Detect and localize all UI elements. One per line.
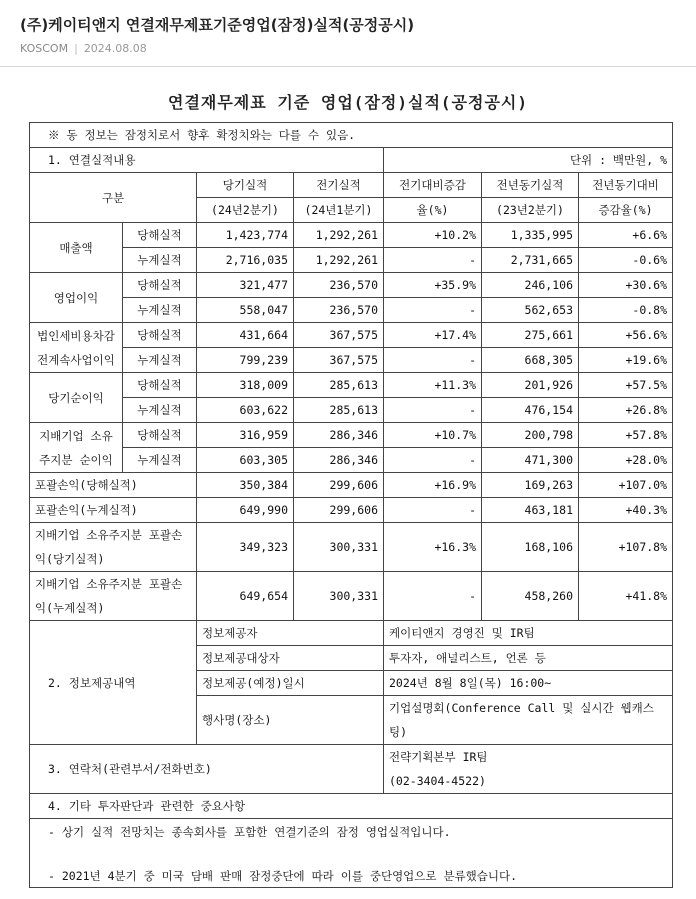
table-row <box>30 323 673 348</box>
cell-qoq: - <box>384 572 482 621</box>
cell-yoy-rate: +56.6% <box>579 323 673 348</box>
row-label: 지배기업 소유주지분 포괄손익(당기실적) <box>30 523 197 572</box>
table-row <box>30 348 673 373</box>
cell-yoy: 471,300 <box>482 448 579 473</box>
table-row <box>30 223 673 248</box>
note-2: - 2021년 4분기 중 미국 담배 판매 잠정중단에 따라 이를 중단영업으로 분류했습니다. <box>48 869 517 883</box>
cell-current: 349,323 <box>197 523 294 572</box>
article-header <box>0 0 696 67</box>
meta-separator: | <box>74 42 78 55</box>
unit-label: 단위 : 백만원, % <box>384 148 673 173</box>
cell-yoy: 476,154 <box>482 398 579 423</box>
cell-current: 649,990 <box>197 498 294 523</box>
cell-yoy-rate: +107.0% <box>579 473 673 498</box>
cell-qoq: +16.9% <box>384 473 482 498</box>
cell-prev: 1,292,261 <box>294 248 384 273</box>
contact-value <box>384 745 673 794</box>
table-row <box>30 273 673 298</box>
cell-yoy: 168,106 <box>482 523 579 572</box>
group-label: 법인세비용차감전계속사업이익 <box>30 323 123 373</box>
contact-dept: 전략기획본부 IR팀 <box>389 750 488 764</box>
cell-current: 558,047 <box>197 298 294 323</box>
report-table <box>29 122 673 888</box>
cell-yoy-rate: +40.3% <box>579 498 673 523</box>
info-key: 정보제공자 <box>197 621 384 646</box>
cell-prev: 285,613 <box>294 373 384 398</box>
cell-yoy: 458,260 <box>482 572 579 621</box>
cell-prev: 300,331 <box>294 572 384 621</box>
sub-label: 누계실적 <box>123 448 197 473</box>
cell-yoy: 1,335,995 <box>482 223 579 248</box>
contact-phone: (02-3404-4522) <box>389 774 486 788</box>
sub-label: 누계실적 <box>123 348 197 373</box>
cell-current: 321,477 <box>197 273 294 298</box>
cell-qoq: - <box>384 498 482 523</box>
section1-title: 1. 연결실적내용 <box>30 148 384 173</box>
cell-current: 2,716,035 <box>197 248 294 273</box>
row-label: 포괄손익(누계실적) <box>30 498 197 523</box>
article-title: (주)케이티앤지 연결재무제표기준영업(잠정)실적(공정공시) <box>20 16 415 34</box>
cell-prev: 367,575 <box>294 348 384 373</box>
info-value: 2024년 8월 8일(목) 16:00~ <box>384 671 673 696</box>
cell-prev: 236,570 <box>294 273 384 298</box>
cell-qoq: - <box>384 298 482 323</box>
note-1: - 상기 실적 전망치는 종속회사를 포함한 연결기준의 잠정 영업실적입니다. <box>48 825 451 839</box>
cell-qoq: - <box>384 448 482 473</box>
col-prev: 전기실적 <box>294 173 384 198</box>
table-row <box>30 473 673 498</box>
section3-title: 3. 연락처(관련부서/전화번호) <box>30 745 384 794</box>
section1-header-row <box>30 148 673 173</box>
cell-qoq: +35.9% <box>384 273 482 298</box>
cell-qoq: +16.3% <box>384 523 482 572</box>
sub-label: 당해실적 <box>123 423 197 448</box>
cell-current: 350,384 <box>197 473 294 498</box>
cell-yoy: 562,653 <box>482 298 579 323</box>
section4-header-row <box>30 794 673 819</box>
cell-qoq: +17.4% <box>384 323 482 348</box>
cell-current: 431,664 <box>197 323 294 348</box>
table-row <box>30 448 673 473</box>
cell-yoy-rate: +6.6% <box>579 223 673 248</box>
col-qoq-unit: 율(%) <box>384 198 482 223</box>
cell-current: 603,305 <box>197 448 294 473</box>
cell-current: 799,239 <box>197 348 294 373</box>
info-key: 정보제공대상자 <box>197 646 384 671</box>
sub-label: 누계실적 <box>123 398 197 423</box>
info-key: 행사명(장소) <box>197 696 384 745</box>
cell-yoy: 463,181 <box>482 498 579 523</box>
cell-current: 649,654 <box>197 572 294 621</box>
table-row <box>30 523 673 572</box>
publish-date: 2024.08.08 <box>83 42 147 55</box>
group-label: 지배기업 소유주지분 순이익 <box>30 423 123 473</box>
section4-notes-row <box>30 819 673 888</box>
info-key: 정보제공(예정)일시 <box>197 671 384 696</box>
table-row <box>30 498 673 523</box>
section4-notes <box>30 819 673 888</box>
sub-label: 누계실적 <box>123 298 197 323</box>
table-row <box>30 298 673 323</box>
col-yoy-rate: 전년동기대비 <box>579 173 673 198</box>
cell-qoq: - <box>384 398 482 423</box>
column-header-row-1 <box>30 173 673 198</box>
cell-yoy-rate: +19.6% <box>579 348 673 373</box>
table-row <box>30 423 673 448</box>
cell-yoy-rate: +30.6% <box>579 273 673 298</box>
notice-row <box>30 123 673 148</box>
cell-qoq: +11.3% <box>384 373 482 398</box>
sub-label: 누계실적 <box>123 248 197 273</box>
cell-yoy: 2,731,665 <box>482 248 579 273</box>
col-current: 당기실적 <box>197 173 294 198</box>
col-yoy: 전년동기실적 <box>482 173 579 198</box>
cell-yoy: 201,926 <box>482 373 579 398</box>
table-row <box>30 248 673 273</box>
info-value: 기업설명회(Conference Call 및 실시간 웹캐스팅) <box>384 696 673 745</box>
cell-qoq: +10.7% <box>384 423 482 448</box>
document-title: 연결재무제표 기준 영업(잠정)실적(공정공시) <box>167 93 528 112</box>
info-value: 케이티앤지 경영진 및 IR팀 <box>384 621 673 646</box>
group-label: 매출액 <box>30 223 123 273</box>
cell-current: 318,009 <box>197 373 294 398</box>
cell-qoq: - <box>384 248 482 273</box>
group-label: 당기순이익 <box>30 373 123 423</box>
cell-current: 316,959 <box>197 423 294 448</box>
cell-yoy-rate: +28.0% <box>579 448 673 473</box>
info-value: 투자자, 애널리스트, 언론 등 <box>384 646 673 671</box>
cell-prev: 299,606 <box>294 498 384 523</box>
col-current-period: (24년2분기) <box>197 198 294 223</box>
cell-yoy-rate: -0.6% <box>579 248 673 273</box>
sub-label: 당해실적 <box>123 273 197 298</box>
col-yoy-rate-unit: 증감율(%) <box>579 198 673 223</box>
cell-prev: 285,613 <box>294 398 384 423</box>
cell-qoq: - <box>384 348 482 373</box>
row-label: 지배기업 소유주지분 포괄손익(누계실적) <box>30 572 197 621</box>
row-label: 포괄손익(당해실적) <box>30 473 197 498</box>
cell-yoy-rate: +57.5% <box>579 373 673 398</box>
cell-prev: 286,346 <box>294 423 384 448</box>
table-row <box>30 572 673 621</box>
cell-current: 1,423,774 <box>197 223 294 248</box>
cell-prev: 1,292,261 <box>294 223 384 248</box>
col-qoq: 전기대비증감 <box>384 173 482 198</box>
cell-yoy-rate: +26.8% <box>579 398 673 423</box>
cell-yoy: 169,263 <box>482 473 579 498</box>
col-yoy-period: (23년2분기) <box>482 198 579 223</box>
cell-yoy-rate: -0.8% <box>579 298 673 323</box>
cell-yoy-rate: +57.8% <box>579 423 673 448</box>
cell-prev: 286,346 <box>294 448 384 473</box>
info-row <box>30 621 673 646</box>
cell-yoy-rate: +41.8% <box>579 572 673 621</box>
cell-prev: 299,606 <box>294 473 384 498</box>
cell-prev: 300,331 <box>294 523 384 572</box>
sub-label: 당해실적 <box>123 323 197 348</box>
notice-text: ※ 동 정보는 잠정치로서 향후 확정치와는 다를 수 있음. <box>30 123 673 148</box>
cell-yoy-rate: +107.8% <box>579 523 673 572</box>
cell-current: 603,622 <box>197 398 294 423</box>
article-meta <box>20 42 147 55</box>
cell-prev: 367,575 <box>294 323 384 348</box>
contact-row <box>30 745 673 794</box>
sub-label: 당해실적 <box>123 373 197 398</box>
col-category: 구분 <box>30 173 197 223</box>
section2-title: 2. 정보제공내역 <box>30 621 197 745</box>
section4-title: 4. 기타 투자판단과 관련한 중요사항 <box>30 794 673 819</box>
cell-qoq: +10.2% <box>384 223 482 248</box>
cell-yoy: 200,798 <box>482 423 579 448</box>
source-label: KOSCOM <box>20 42 69 55</box>
cell-yoy: 275,661 <box>482 323 579 348</box>
note-spacer <box>48 843 667 865</box>
table-row <box>30 398 673 423</box>
cell-yoy: 246,106 <box>482 273 579 298</box>
cell-prev: 236,570 <box>294 298 384 323</box>
group-label: 영업이익 <box>30 273 123 323</box>
sub-label: 당해실적 <box>123 223 197 248</box>
cell-yoy: 668,305 <box>482 348 579 373</box>
col-prev-period: (24년1분기) <box>294 198 384 223</box>
table-row <box>30 373 673 398</box>
